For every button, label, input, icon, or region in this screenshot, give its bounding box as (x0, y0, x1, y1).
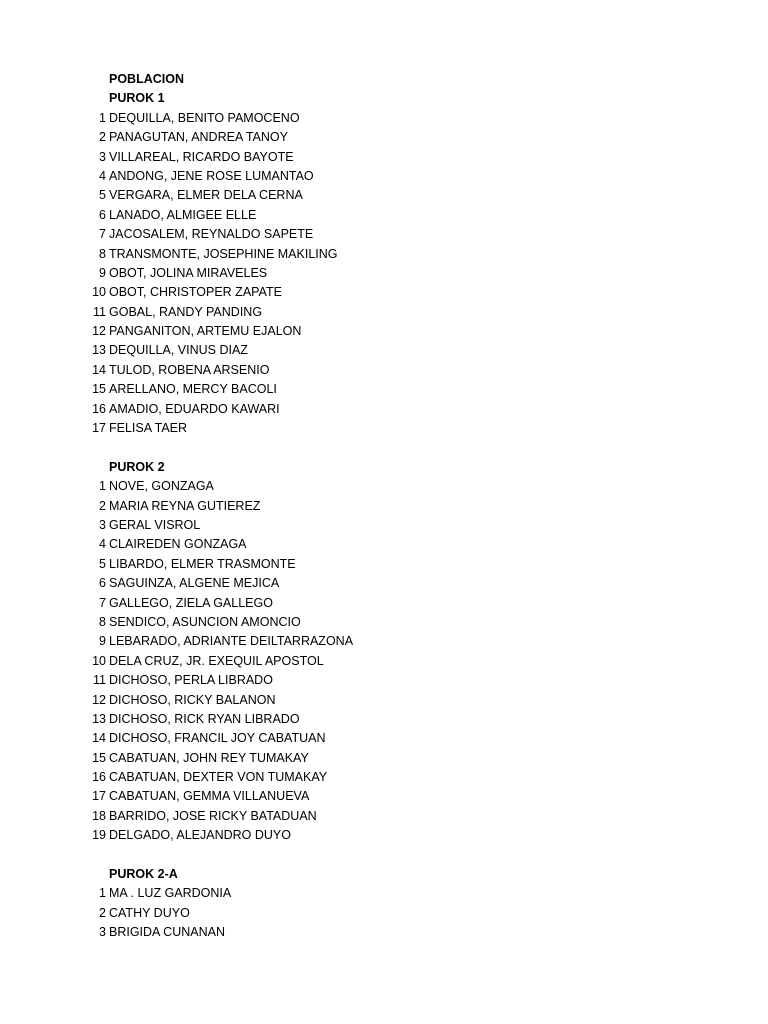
list-item (0, 186, 768, 205)
list-item (0, 904, 768, 923)
list-item-name: DICHOSO, RICK RYAN LIBRADO (109, 711, 300, 726)
list-item-name: MA . LUZ GARDONIA (109, 886, 232, 901)
list-item (0, 264, 768, 283)
list-item-number: 17 (92, 421, 106, 436)
list-item-name: DELGADO, ALEJANDRO DUYO (109, 828, 291, 843)
list-item (0, 206, 768, 225)
list-item (0, 749, 768, 768)
list-item (0, 516, 768, 535)
list-item-name: OBOT, CHRISTOPER ZAPATE (109, 285, 282, 300)
list-item (0, 148, 768, 167)
list-item-name: DEQUILLA, VINUS DIAZ (109, 343, 248, 358)
list-item (0, 691, 768, 710)
list-item-number: 12 (92, 692, 106, 707)
list-item-name: LEBARADO, ADRIANTE DEILTARRAZONA (109, 634, 354, 649)
list-item-number: 9 (99, 634, 106, 649)
list-item (0, 283, 768, 302)
list-item-number: 4 (99, 537, 106, 552)
list-item (0, 555, 768, 574)
list-item (0, 419, 768, 438)
list-item-number: 11 (93, 673, 106, 688)
purok-heading: PUROK 2 (109, 459, 165, 474)
list-item-number: 3 (99, 149, 106, 164)
list-item-number: 9 (99, 265, 106, 280)
list-item (0, 632, 768, 651)
list-item (0, 400, 768, 419)
list-item (0, 826, 768, 845)
list-item-name: JACOSALEM, REYNALDO SAPETE (109, 227, 314, 242)
list-item (0, 128, 768, 147)
list-item-name: NOVE, GONZAGA (109, 479, 214, 494)
list-item-number: 3 (99, 517, 106, 532)
list-item-number: 7 (99, 227, 106, 242)
list-item-name: LANADO, ALMIGEE ELLE (109, 207, 257, 222)
list-item-number: 5 (99, 188, 106, 203)
list-item (0, 884, 768, 903)
list-item (0, 497, 768, 516)
list-item-name: GOBAL, RANDY PANDING (109, 304, 263, 319)
list-item-name: CLAIREDEN GONZAGA (109, 537, 247, 552)
list-item-number: 10 (92, 285, 106, 300)
list-item (0, 807, 768, 826)
list-item-number: 15 (92, 382, 106, 397)
list-item-name: BRIGIDA CUNANAN (109, 925, 225, 940)
list-item-number: 13 (92, 343, 106, 358)
list-item-name: OBOT, JOLINA MIRAVELES (109, 265, 268, 280)
list-item-number: 1 (99, 886, 106, 901)
list-item (0, 341, 768, 360)
list-item-number: 14 (92, 362, 106, 377)
list-item (0, 477, 768, 496)
section-spacer (0, 846, 768, 865)
list-item-name: AMADIO, EDUARDO KAWARI (109, 401, 280, 416)
list-item (0, 574, 768, 593)
list-item-number: 6 (99, 576, 106, 591)
list-item (0, 167, 768, 186)
list-item-number: 12 (92, 324, 106, 339)
list-item-name: SAGUINZA, ALGENE MEJICA (109, 576, 280, 591)
list-item-name: ARELLANO, MERCY BACOLI (109, 382, 277, 397)
list-item-name: BARRIDO, JOSE RICKY BATADUAN (109, 808, 317, 823)
list-item-number: 15 (92, 750, 106, 765)
list-item-number: 13 (92, 711, 106, 726)
list-item-name: MARIA REYNA GUTIEREZ (109, 498, 261, 513)
list-item (0, 652, 768, 671)
page-title: POBLACION (109, 72, 184, 86)
list-item-number: 16 (92, 770, 106, 785)
list-item-name: SENDICO, ASUNCION AMONCIO (109, 614, 301, 629)
list-item-name: TRANSMONTE, JOSEPHINE MAKILING (109, 246, 338, 261)
list-item (0, 380, 768, 399)
list-item (0, 225, 768, 244)
list-item-number: 8 (99, 614, 106, 629)
list-item-name: CABATUAN, GEMMA VILLANUEVA (109, 789, 310, 804)
list-item-name: DICHOSO, RICKY BALANON (109, 692, 276, 707)
list-item-name: ANDONG, JENE ROSE LUMANTAO (109, 168, 314, 183)
list-item-name: GERAL VISROL (109, 517, 201, 532)
purok-heading: PUROK 2-A (109, 867, 178, 882)
list-item (0, 923, 768, 942)
list-item-number: 19 (92, 828, 106, 843)
list-item-name: VERGARA, ELMER DELA CERNA (109, 188, 303, 203)
list-item-number: 8 (99, 246, 106, 261)
list-item-number: 1 (99, 479, 106, 494)
list-item-number: 16 (92, 401, 106, 416)
list-item (0, 322, 768, 341)
list-item (0, 361, 768, 380)
list-item (0, 245, 768, 264)
list-item-number: 18 (92, 808, 106, 823)
list-item-name: DEQUILLA, BENITO PAMOCENO (109, 110, 300, 125)
list-item-name: PANGANITON, ARTEMU EJALON (109, 324, 302, 339)
list-item-name: TULOD, ROBENA ARSENIO (109, 362, 270, 377)
list-item (0, 535, 768, 554)
list-item (0, 768, 768, 787)
list-item-number: 2 (99, 498, 106, 513)
list-item-name: FELISA TAER (109, 421, 188, 436)
list-item-name: VILLAREAL, RICARDO BAYOTE (109, 149, 294, 164)
section-spacer (0, 438, 768, 457)
list-item-name: CATHY DUYO (109, 905, 190, 920)
list-item-name: GALLEGO, ZIELA GALLEGO (109, 595, 273, 610)
list-item-number: 7 (99, 595, 106, 610)
list-item (0, 671, 768, 690)
list-item-number: 2 (99, 130, 106, 145)
list-item-name: CABATUAN, DEXTER VON TUMAKAY (109, 770, 328, 785)
list-item-name: DICHOSO, PERLA LIBRADO (109, 673, 273, 688)
document-body (0, 70, 768, 943)
list-item-number: 4 (99, 168, 106, 183)
list-item-number: 10 (92, 653, 106, 668)
list-item (0, 729, 768, 748)
list-item-name: PANAGUTAN, ANDREA TANOY (109, 130, 288, 145)
list-item-name: LIBARDO, ELMER TRASMONTE (109, 556, 296, 571)
list-item-name: CABATUAN, JOHN REY TUMAKAY (109, 750, 309, 765)
list-item-number: 17 (92, 789, 106, 804)
list-item (0, 594, 768, 613)
list-item-number: 14 (92, 731, 106, 746)
list-item (0, 787, 768, 806)
list-item-name: DELA CRUZ, JR. EXEQUIL APOSTOL (109, 653, 324, 668)
list-item-number: 11 (93, 304, 106, 319)
purok-list (0, 89, 768, 942)
list-item-number: 5 (99, 556, 106, 571)
list-item-number: 2 (99, 905, 106, 920)
purok-heading: PUROK 1 (109, 91, 165, 106)
list-item-number: 3 (99, 925, 106, 940)
list-item-name: DICHOSO, FRANCIL JOY CABATUAN (109, 731, 326, 746)
list-item-number: 1 (99, 110, 106, 125)
list-item (0, 109, 768, 128)
list-item (0, 613, 768, 632)
list-item (0, 710, 768, 729)
list-item-number: 6 (99, 207, 106, 222)
list-item (0, 303, 768, 322)
